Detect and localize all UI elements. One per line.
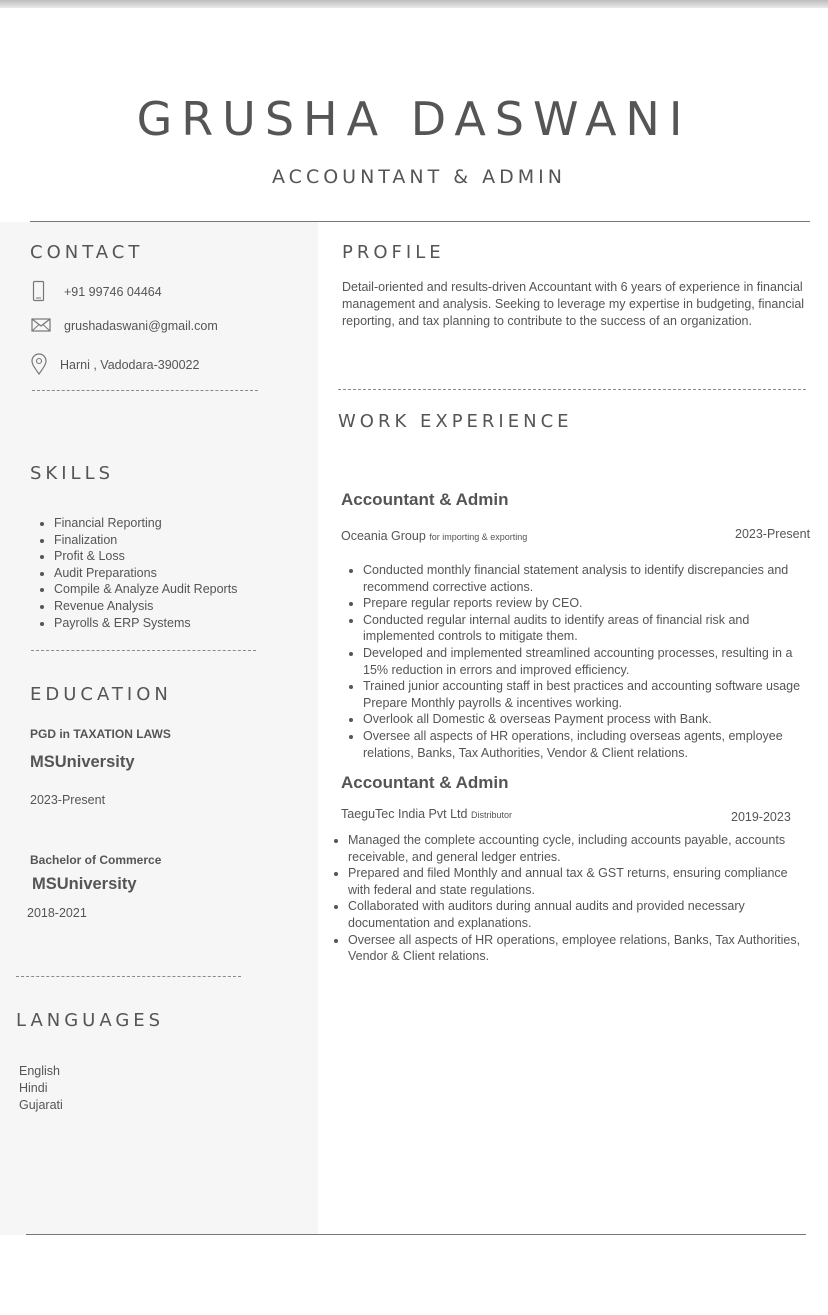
education-years: 2018-2021 bbox=[27, 906, 87, 920]
list-item: • Prepared and filed Monthly and annual tax & GST returns, ensuring compliance with federal and state regulations. bbox=[348, 865, 810, 898]
company-name: TaeguTec India Pvt Ltd bbox=[341, 807, 468, 821]
job-title: Accountant & Admin bbox=[341, 773, 509, 792]
list-item: • Financial Reporting bbox=[54, 515, 237, 532]
profile-divider bbox=[338, 389, 806, 390]
top-shadow-bar bbox=[0, 0, 828, 8]
list-item: • Oversee all aspects of HR operations, employee relations, Banks, Tax Authorities, Vendor & Client relations. bbox=[348, 932, 810, 965]
job-company bbox=[341, 807, 512, 821]
envelope-icon bbox=[31, 318, 51, 332]
list-item: • Finalization bbox=[54, 532, 237, 549]
list-item: • Conducted regular internal audits to identify areas of financial risk and implemented controls to mitigate them. bbox=[363, 612, 809, 645]
list-item: • Compile & Analyze Audit Reports bbox=[54, 581, 237, 598]
list-item: • Collaborated with auditors during annual audits and provided necessary documentation and explanations. bbox=[348, 898, 810, 931]
contact-divider bbox=[32, 390, 258, 391]
candidate-name: GRUSHA DASWANI bbox=[136, 92, 692, 146]
languages-list bbox=[19, 1063, 63, 1114]
skills-divider bbox=[31, 650, 256, 651]
candidate-role: ACCOUNTANT & ADMIN bbox=[272, 166, 566, 188]
contact-phone: +91 99746 04464 bbox=[64, 285, 162, 299]
education-years: 2023-Present bbox=[30, 793, 106, 807]
job-bullets bbox=[341, 562, 809, 761]
list-item: • Developed and implemented streamlined accounting processes, resulting in a 15% reduction in errors and improved efficiency. bbox=[363, 645, 809, 678]
job-years: 2019-2023 bbox=[731, 810, 791, 824]
list-item: • Oversee all aspects of HR operations, including overseas agents, employee relations, Banks, Tax Authorities, Vendor & Client relations. bbox=[363, 728, 809, 761]
language-item: Gujarati bbox=[19, 1098, 63, 1112]
education-divider bbox=[16, 976, 241, 977]
skills-list bbox=[32, 515, 237, 631]
contact-email: grushadaswani@gmail.com bbox=[64, 319, 218, 333]
list-item: • Profit & Loss bbox=[54, 548, 237, 565]
company-note: for importing & exporting bbox=[429, 532, 528, 542]
experience-heading: WORK EXPERIENCE bbox=[338, 411, 573, 432]
education-degree: PGD in TAXATION LAWS bbox=[30, 727, 171, 741]
skills-heading: SKILLS bbox=[30, 463, 115, 484]
list-item: • Overlook all Domestic & overseas Payment process with Bank. bbox=[363, 711, 809, 728]
education-school: MSUniversity bbox=[30, 753, 135, 771]
education-school: MSUniversity bbox=[32, 875, 137, 893]
education-degree: Bachelor of Commerce bbox=[30, 853, 162, 867]
list-item: • Revenue Analysis bbox=[54, 598, 237, 615]
languages-heading: LANGUAGES bbox=[16, 1010, 165, 1031]
language-item: Hindi bbox=[19, 1081, 48, 1095]
company-note: Distributor bbox=[470, 810, 512, 820]
footer-divider bbox=[26, 1234, 806, 1235]
job-title: Accountant & Admin bbox=[341, 490, 509, 509]
profile-summary: Detail-oriented and results-driven Accountant with 6 years of experience in financial management and analysis. Seeking to leverage my expertise in budgeting, financial reporting, and tax planning to contribute to the success of an organization. bbox=[342, 280, 805, 328]
list-item: • Audit Preparations bbox=[54, 565, 237, 582]
list-item: • Conducted monthly financial statement analysis to identify discrepancies and recommend corrective actions. bbox=[363, 562, 809, 595]
list-item: • Managed the complete accounting cycle, including accounts payable, accounts receivable, and general ledger entries. bbox=[348, 832, 810, 865]
list-item: • Prepare regular reports review by CEO. bbox=[363, 595, 809, 612]
location-pin-icon bbox=[31, 353, 47, 375]
list-item: • Trained junior accounting staff in best practices and accounting software usage Prepare Monthly payrolls & incentives working. bbox=[363, 678, 809, 711]
sidebar bbox=[0, 222, 318, 1235]
job-bullets bbox=[326, 832, 810, 965]
company-name: Oceania Group bbox=[341, 529, 426, 543]
contact-heading: CONTACT bbox=[30, 242, 144, 263]
education-heading: EDUCATION bbox=[30, 684, 172, 705]
language-item: English bbox=[19, 1064, 60, 1078]
job-company bbox=[341, 529, 527, 543]
list-item: • Payrolls & ERP Systems bbox=[54, 615, 237, 632]
contact-location: Harni , Vadodara-390022 bbox=[60, 358, 200, 372]
profile-heading: PROFILE bbox=[342, 242, 445, 263]
phone-icon bbox=[32, 280, 46, 302]
job-years: 2023-Present bbox=[735, 527, 811, 541]
